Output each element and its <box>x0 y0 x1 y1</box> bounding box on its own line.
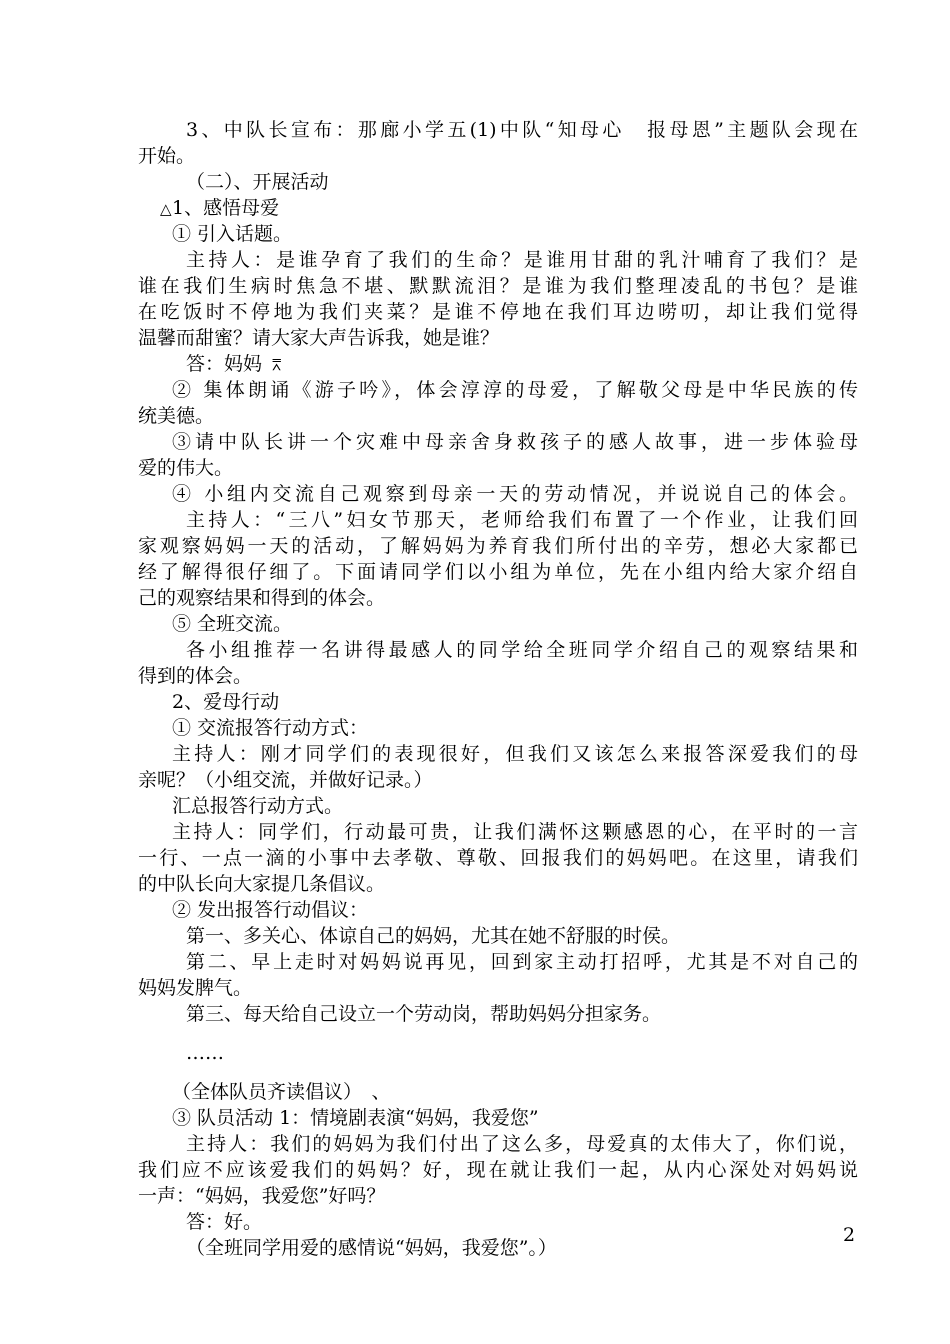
page-number: 2 <box>843 1224 856 1246</box>
paragraph-line: 各小组推荐一名讲得最感人的同学给全班同学介绍自己的观察结果和 <box>186 639 858 661</box>
paragraph-line: 主持人：是谁孕育了我们的生命？是谁用甘甜的乳汁哺育了我们？是 <box>186 249 858 271</box>
paragraph-line: 家观察妈妈一天的活动，了解妈妈为养育我们所付出的辛劳，想必大家都已 <box>138 535 858 557</box>
paragraph-line: 第三、每天给自己设立一个劳动岗，帮助妈妈分担家务。 <box>186 1003 662 1025</box>
subsection-heading: 1、感悟母爱 <box>172 197 280 219</box>
paragraph-line: 得到的体会。 <box>138 665 253 687</box>
paragraph-line: 的中队长向大家提几条倡议。 <box>138 873 386 895</box>
paragraph-line: 我们应不应该爱我们的妈妈？好，现在就让我们一起，从内心深处对妈妈说 <box>138 1159 858 1181</box>
item-heading: ③ 队员活动 1：情境剧表演“妈妈，我爱您” <box>172 1107 539 1129</box>
paragraph-line: 一声：“妈妈，我爱您”好吗？ <box>138 1185 386 1207</box>
paragraph-line: 主持人：同学们，行动最可贵，让我们满怀这颗感恩的心，在平时的一言 <box>172 821 858 843</box>
item-heading: ② 发出报答行动倡议： <box>172 899 369 921</box>
paragraph-line: 妈妈发脾气。 <box>138 977 253 999</box>
section-heading: （二）、开展活动 <box>186 171 329 193</box>
item-heading: ⑤ 全班交流。 <box>172 613 293 635</box>
paragraph-line: （全体队员齐读倡议） 、 <box>172 1081 391 1103</box>
item-heading: ① 交流报答行动方式： <box>172 717 369 739</box>
paragraph-line: 经了解得很仔细了。下面请同学们以小组为单位，先在小组内给大家介绍自 <box>138 561 858 583</box>
ellipsis-line: …… <box>186 1042 224 1064</box>
paragraph-line: ③请中队长讲一个灾难中母亲舍身救孩子的感人故事，进一步体验母 <box>172 431 858 453</box>
paragraph-line: 温馨而甜蜜？请大家大声告诉我，她是谁？ <box>138 327 500 349</box>
paragraph-line: 主持人：我们的妈妈为我们付出了这么多，母爱真的太伟大了，你们说， <box>186 1133 858 1155</box>
paragraph-line: 爱的伟大。 <box>138 457 234 479</box>
caret-mark-icon: ⩞ <box>272 356 282 374</box>
paragraph-line: ② 集体朗诵《游子吟》，体会淳淳的母爱，了解敬父母是中华民族的传 <box>172 379 858 401</box>
answer-line: 答：妈妈 <box>186 353 263 375</box>
subsection-heading: 2、爱母行动 <box>172 691 280 713</box>
paragraph-line: 在吃饭时不停地为我们夹菜？是谁不停地在我们耳边唠叨，却让我们觉得 <box>138 301 858 323</box>
paragraph-line: 第二、早上走时对妈妈说再见，回到家主动打招呼，尤其是不对自己的 <box>186 951 858 973</box>
paragraph-line: ④ 小组内交流自己观察到母亲一天的劳动情况，并说说自己的体会。 <box>172 483 858 505</box>
paragraph-line: 亲呢？（小组交流，并做好记录。） <box>138 769 433 791</box>
paragraph-line: 谁在我们生病时焦急不堪、默默流泪？是谁为我们整理凌乱的书包？是谁 <box>138 275 858 297</box>
paragraph-line: 主持人：刚才同学们的表现很好，但我们又该怎么来报答深爱我们的母 <box>172 743 858 765</box>
item-heading: ① 引入话题。 <box>172 223 293 245</box>
paragraph-line: 第一、多关心、体谅自己的妈妈，尤其在她不舒服的时侯。 <box>186 925 681 947</box>
anchor-icon: △ <box>160 200 172 218</box>
paragraph-line: 3、中队长宣布：那廊小学五(1)中队“知母心 报母恩”主题队会现在 <box>186 119 858 141</box>
paragraph-line: 统美德。 <box>138 405 215 427</box>
paragraph-line: 开始。 <box>138 145 196 167</box>
paragraph-line: 己的观察结果和得到的体会。 <box>138 587 386 609</box>
paragraph-line: 一行、一点一滴的小事中去孝敬、尊敬、回报我们的妈妈吧。在这里，请我们 <box>138 847 858 869</box>
paragraph-line: 汇总报答行动方式。 <box>172 795 344 817</box>
paragraph-line: 主持人：“三八”妇女节那天，老师给我们布置了一个作业，让我们回 <box>186 509 858 531</box>
paragraph-line: （全班同学用爱的感情说“妈妈，我爱您”。） <box>186 1237 557 1259</box>
answer-line: 答：好。 <box>186 1211 263 1233</box>
